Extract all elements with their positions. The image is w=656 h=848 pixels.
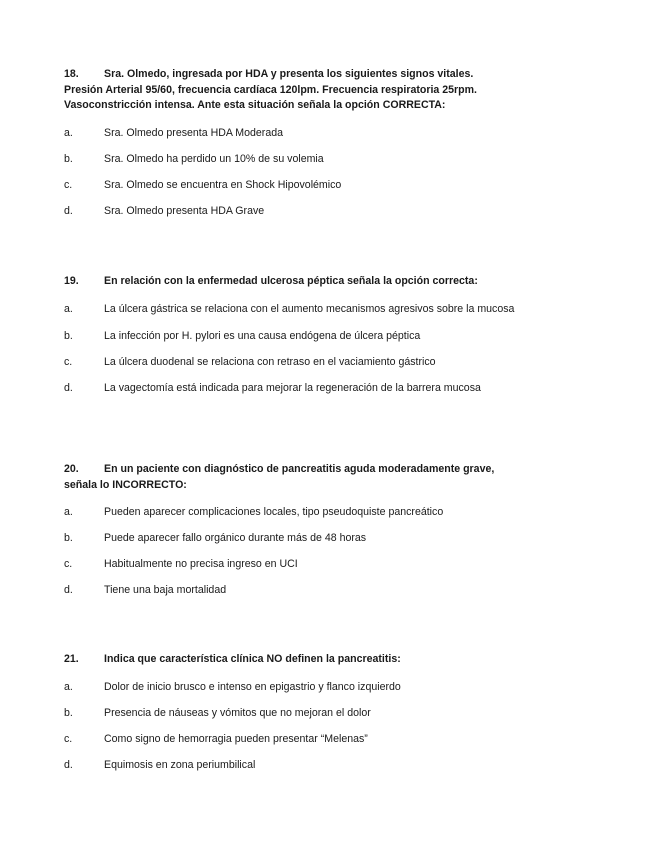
option-letter: a.	[64, 126, 73, 139]
option-text: Pueden aparecer complicaciones locales, tipo pseudoquiste pancreático	[104, 506, 444, 518]
option-letter: a.	[64, 302, 73, 315]
question-number: 21.	[64, 653, 79, 665]
option-text: Sra. Olmedo presenta HDA Moderada	[104, 126, 284, 139]
option-text: Habitualmente no precisa ingreso en UCI	[104, 558, 298, 570]
question-stem	[64, 652, 554, 668]
option-text: La infección por H. pylori es una causa endógena de úlcera péptica	[104, 329, 421, 342]
option-a	[64, 680, 554, 695]
question-20	[64, 462, 554, 598]
option-text: Equimosis en zona periumbilical	[104, 758, 256, 771]
question-stem-text: En relación con la enfermedad ulcerosa péptica señala la opción correcta:	[104, 275, 478, 287]
question-19	[64, 274, 554, 396]
option-b	[64, 329, 554, 344]
option-a	[64, 126, 554, 141]
option-text: Presencia de náuseas y vómitos que no mejoran el dolor	[104, 706, 371, 719]
option-c	[64, 732, 554, 747]
option-letter: d.	[64, 381, 73, 394]
question-number: 19.	[64, 275, 79, 287]
option-letter: c.	[64, 558, 73, 570]
option-d	[64, 758, 554, 773]
option-b	[64, 531, 554, 546]
option-text: La vagectomía está indicada para mejorar la regeneración de la barrera mucosa	[104, 381, 481, 394]
option-text: Sra. Olmedo ha perdido un 10% de su volemia	[104, 152, 324, 165]
option-letter: b.	[64, 329, 73, 342]
option-letter: d.	[64, 758, 73, 771]
option-text: La úlcera gástrica se relaciona con el aumento mecanismos agresivos sobre la mucosa	[104, 302, 515, 315]
question-stem	[64, 462, 554, 493]
option-letter: c.	[64, 178, 73, 191]
option-d	[64, 381, 554, 396]
question-stem-continuation: señala lo INCORRECTO:	[64, 478, 187, 491]
option-letter: b.	[64, 152, 73, 165]
question-stem-text: Sra. Olmedo, ingresada por HDA y presenta los siguientes signos vitales.	[104, 68, 474, 80]
question-21	[64, 652, 554, 773]
option-letter: b.	[64, 706, 73, 719]
question-number: 20.	[64, 463, 79, 475]
option-letter: d.	[64, 204, 73, 217]
option-c	[64, 557, 554, 572]
option-d	[64, 204, 554, 219]
option-d	[64, 583, 554, 598]
question-stem-text: En un paciente con diagnóstico de pancreatitis aguda moderadamente grave,	[104, 463, 495, 475]
option-text: Dolor de inicio brusco e intenso en epigastrio y flanco izquierdo	[104, 680, 401, 693]
option-b	[64, 706, 554, 721]
question-stem-continuation: Presión Arterial 95/60, frecuencia cardíaca 120lpm. Frecuencia respiratoria 25rpm. Vasoconstricción intensa. Ante esta situación señala la opción CORRECTA:	[64, 83, 477, 111]
question-18	[64, 67, 554, 219]
option-a	[64, 302, 544, 317]
question-stem	[64, 67, 554, 114]
question-stem-text: Indica que característica clínica NO definen la pancreatitis:	[104, 653, 401, 665]
option-text: La úlcera duodenal se relaciona con retraso en el vaciamiento gástrico	[104, 355, 436, 368]
option-letter: c.	[64, 732, 73, 745]
option-c	[64, 355, 554, 370]
option-c	[64, 178, 554, 193]
option-text: Sra. Olmedo se encuentra en Shock Hipovolémico	[104, 178, 342, 191]
option-text: Puede aparecer fallo orgánico durante más de 48 horas	[104, 532, 367, 544]
question-number: 18.	[64, 68, 79, 80]
option-b	[64, 152, 554, 167]
option-letter: d.	[64, 584, 73, 596]
option-text: Tiene una baja mortalidad	[104, 584, 227, 596]
option-a	[64, 505, 554, 520]
option-letter: a.	[64, 680, 73, 693]
option-text: Como signo de hemorragia pueden presentar “Melenas”	[104, 732, 368, 745]
option-text: Sra. Olmedo presenta HDA Grave	[104, 204, 265, 217]
question-stem	[64, 274, 554, 290]
option-letter: b.	[64, 532, 73, 544]
option-letter: c.	[64, 355, 73, 368]
option-letter: a.	[64, 506, 73, 518]
